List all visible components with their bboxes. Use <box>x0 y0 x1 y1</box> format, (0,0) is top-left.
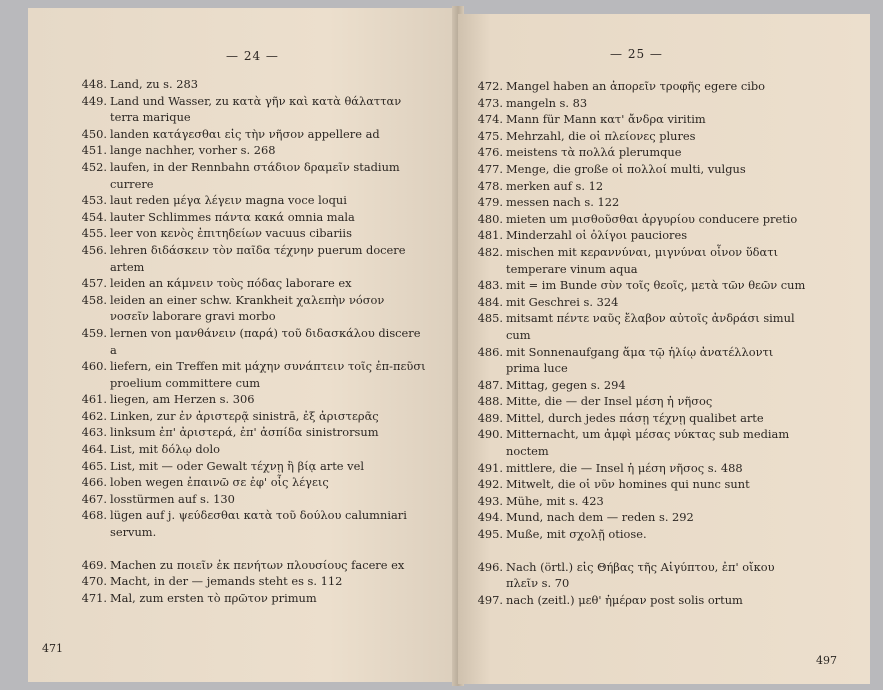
dictionary-entry <box>472 592 808 609</box>
entry-text: Mann für Mann κατ' ἄνδρα viritim <box>506 112 706 127</box>
entry-number: 482. <box>477 244 503 259</box>
dictionary-entry <box>76 573 426 590</box>
entry-text: leer von κενὸς ἐπιτηδείων vacuus cibariis <box>110 226 352 241</box>
entry-text: List, mit δόλῳ dolo <box>110 442 221 457</box>
dictionary-entry <box>76 458 426 475</box>
entry-number: 453. <box>81 193 107 208</box>
entry-text: mittlere, die — Insel ἡ μέση νῆσος s. 488 <box>506 460 743 475</box>
dictionary-entry <box>76 292 426 325</box>
dictionary-entry <box>76 242 426 275</box>
entry-text: liegen, am Herzen s. 306 <box>110 392 255 407</box>
dictionary-entry <box>76 358 426 391</box>
dictionary-entry <box>472 111 808 128</box>
entry-number: 459. <box>81 325 107 340</box>
entry-text: Nach (örtl.) εἰς Θήβας τῆς Αἰγύπτου, ἐπ' οἴκου πλεῖν s. 70 <box>506 559 775 591</box>
entry-text: lügen auf j. ψεύδεσθαι κατὰ τοῦ δούλου calumniari servum. <box>110 508 407 540</box>
entry-text: Mittag, gegen s. 294 <box>506 377 626 392</box>
entry-text: Mittel, durch jedes πάσῃ τέχνῃ qualibet arte <box>506 410 764 425</box>
entry-number: 478. <box>477 178 503 193</box>
entry-number: 469. <box>81 557 107 572</box>
entry-number: 462. <box>81 408 107 423</box>
right-page <box>458 14 870 684</box>
dictionary-entry <box>76 192 426 209</box>
dictionary-entry <box>472 128 808 145</box>
entry-text: mitsamt πέντε ναῦς ἔλαβον αὐτοῖς ἀνδράσι simul cum <box>506 311 795 342</box>
dictionary-entry <box>472 377 808 394</box>
dictionary-entry <box>76 424 426 441</box>
entry-number: 450. <box>81 126 107 141</box>
entry-text: mischen mit κεραννύναι, μιγνύναι οἶνον ὕδατι temperare vinum aqua <box>506 244 778 276</box>
entry-number: 481. <box>477 228 503 243</box>
page-number: — 24 — <box>226 49 279 63</box>
entry-number: 448. <box>81 77 107 91</box>
entry-number: 480. <box>477 211 503 226</box>
entry-text: Mangel haben an ἀπορεῖν τροφῆς egere cibo <box>506 79 766 93</box>
dictionary-entry <box>76 275 426 292</box>
dictionary-entry <box>76 474 426 491</box>
entry-list <box>472 78 808 608</box>
entry-number: 451. <box>81 143 107 158</box>
dictionary-entry <box>472 393 808 410</box>
dictionary-entry <box>76 225 426 242</box>
entry-number: 485. <box>477 311 503 326</box>
entry-text: lange nachher, vorher s. 268 <box>110 143 276 158</box>
dictionary-entry <box>76 93 426 126</box>
entry-list <box>76 76 426 606</box>
entry-number: 456. <box>81 242 107 257</box>
dictionary-entry <box>472 227 808 244</box>
dictionary-entry <box>472 460 808 477</box>
entry-number: 464. <box>81 442 107 457</box>
dictionary-entry <box>76 209 426 226</box>
dictionary-entry <box>76 391 426 408</box>
entry-text: Mund, nach dem — reden s. 292 <box>506 510 694 525</box>
footer-number: 497 <box>816 654 837 667</box>
entry-text: Land und Wasser, zu κατὰ γῆν καὶ κατὰ θάλατταν terra marique <box>110 93 402 125</box>
dictionary-entry <box>76 441 426 458</box>
dictionary-entry <box>76 159 426 192</box>
entry-number: 497. <box>477 592 503 607</box>
entry-text: landen κατάγεσθαι εἰς τὴν νῆσον appellere ad <box>110 126 380 141</box>
entry-number: 458. <box>81 292 107 307</box>
dictionary-entry <box>472 211 808 228</box>
entry-text: messen nach s. 122 <box>506 195 620 210</box>
entry-number: 475. <box>477 128 503 143</box>
entry-number: 471. <box>81 590 107 605</box>
dictionary-entry <box>472 95 808 112</box>
entry-text: mit Geschrei s. 324 <box>506 294 619 309</box>
dictionary-entry <box>76 557 426 574</box>
entry-number: 468. <box>81 508 107 523</box>
entry-number: 465. <box>81 458 107 473</box>
entry-number: 452. <box>81 159 107 174</box>
entry-number: 484. <box>477 294 503 309</box>
dictionary-entry <box>76 507 426 540</box>
entry-text: Muße, mit σχολῇ otiose. <box>506 527 647 542</box>
dictionary-entry <box>472 178 808 195</box>
entry-number: 495. <box>477 527 503 542</box>
entry-text: Linken, zur ἐν ἀριστερᾷ sinistrā, ἐξ ἀριστερᾶς <box>110 408 379 423</box>
footer-number: 471 <box>42 642 63 655</box>
dictionary-entry <box>472 410 808 427</box>
entry-number: 461. <box>81 392 107 407</box>
dictionary-entry <box>472 493 808 510</box>
entry-number: 490. <box>477 427 503 442</box>
entry-text: Menge, die große οἱ πολλοί multi, vulgus <box>506 161 746 176</box>
dictionary-entry <box>472 344 808 377</box>
entry-number: 493. <box>477 493 503 508</box>
entry-text: meistens τὰ πολλά plerumque <box>506 145 682 160</box>
entry-text: lauter Schlimmes πάντα κακά omnia mala <box>110 209 355 224</box>
dictionary-entry <box>472 426 808 459</box>
entry-number: 467. <box>81 491 107 506</box>
entry-text: nach (zeitl.) μεθ' ἡμέραν post solis ortum <box>506 592 743 607</box>
entry-text: lehren διδάσκειν τὸν παῖδα τέχνην puerum docere artem <box>110 242 406 274</box>
entry-number: 472. <box>477 79 503 93</box>
dictionary-entry <box>472 144 808 161</box>
entry-number: 474. <box>477 112 503 127</box>
entry-text: loben wegen ἐπαινῶ σε ἐφ' οἷς λέγεις <box>110 475 329 490</box>
entry-text: laufen, in der Rennbahn στάδιον δραμεῖν stadium currere <box>110 159 400 191</box>
entry-text: Mitte, die — der Insel μέση ἡ νῆσος <box>506 394 713 409</box>
entry-number: 449. <box>81 93 107 108</box>
entry-text: leiden an einer schw. Krankheit χαλεπὴν νόσον νοσεῖν laborare gravi morbo <box>110 292 385 324</box>
entry-text: Mitwelt, die οἱ νῦν homines qui nunc sunt <box>506 477 750 492</box>
entry-number: 494. <box>477 510 503 525</box>
left-page <box>28 8 458 682</box>
entry-text: merken auf s. 12 <box>506 178 604 193</box>
dictionary-entry <box>472 526 808 543</box>
entry-number: 491. <box>477 460 503 475</box>
entry-text: Mühe, mit s. 423 <box>506 493 604 508</box>
dictionary-entry <box>472 509 808 526</box>
entry-text: Mitternacht, um ἀμφὶ μέσας νύκτας sub mediam noctem <box>506 427 790 459</box>
entry-number: 454. <box>81 209 107 224</box>
entry-number: 487. <box>477 377 503 392</box>
entry-text: leiden an κάμνειν τοὺς πόδας laborare ex <box>110 276 352 291</box>
entry-text: liefern, ein Treffen mit μάχην συνάπτειν τοῖς ἐπ-πεῦσι proelium committere cum <box>110 359 426 390</box>
dictionary-entry <box>472 294 808 311</box>
dictionary-entry <box>76 325 426 358</box>
dictionary-entry <box>472 277 808 294</box>
entry-number: 477. <box>477 161 503 176</box>
entry-text: losstürmen auf s. 130 <box>110 491 235 506</box>
dictionary-entry <box>472 244 808 277</box>
entry-number: 463. <box>81 425 107 440</box>
entry-text: Macht, in der — jemands steht es s. 112 <box>110 574 343 589</box>
entry-number: 483. <box>477 278 503 293</box>
entry-number: 492. <box>477 477 503 492</box>
dictionary-entry <box>472 310 808 343</box>
entry-text: Mal, zum ersten τὸ πρῶτον primum <box>110 590 317 605</box>
entry-number: 470. <box>81 574 107 589</box>
entry-number: 489. <box>477 410 503 425</box>
dictionary-entry <box>76 491 426 508</box>
dictionary-entry <box>76 76 426 93</box>
entry-text: List, mit — oder Gewalt τέχνῃ ἢ βίᾳ arte vel <box>110 458 364 473</box>
dictionary-entry <box>76 126 426 143</box>
dictionary-entry <box>472 476 808 493</box>
entry-text: lernen von μανθάνειν (παρά) τοῦ διδασκάλου discere a <box>110 325 421 357</box>
entry-number: 460. <box>81 359 107 374</box>
dictionary-entry <box>472 559 808 592</box>
dictionary-entry <box>472 161 808 178</box>
entry-text: mit Sonnenaufgang ἅμα τῷ ἡλίῳ ἀνατέλλοντι prima luce <box>506 344 774 376</box>
entry-number: 496. <box>477 559 503 574</box>
entry-text: linksum ἐπ' ἀριστερά, ἐπ' ἀσπίδα sinistrorsum <box>110 425 379 440</box>
entry-text: Land, zu s. 283 <box>110 77 199 91</box>
entry-text: Minderzahl οἱ ὀλίγοι pauciores <box>506 228 688 243</box>
dictionary-entry <box>76 590 426 607</box>
entry-number: 473. <box>477 95 503 110</box>
entry-text: mangeln s. 83 <box>506 95 588 110</box>
dictionary-entry <box>76 408 426 425</box>
entry-number: 479. <box>477 195 503 210</box>
dictionary-entry <box>472 78 808 95</box>
entry-number: 455. <box>81 226 107 241</box>
page-number: — 25 — <box>610 47 663 61</box>
entry-number: 486. <box>477 344 503 359</box>
entry-number: 476. <box>477 145 503 160</box>
entry-text: laut reden μέγα λέγειν magna voce loqui <box>110 193 347 208</box>
dictionary-entry <box>472 194 808 211</box>
entry-number: 488. <box>477 394 503 409</box>
entry-text: mieten um μισθοῦσθαι ἀργυρίου conducere pretio <box>506 211 798 226</box>
entry-number: 457. <box>81 276 107 291</box>
entry-text: Machen zu ποιεῖν ἐκ πενήτων πλουσίους facere ex <box>110 557 405 572</box>
dictionary-entry <box>76 142 426 159</box>
entry-text: mit = im Bunde σὺν τοῖς θεοῖς, μετὰ τῶν θεῶν cum <box>506 278 806 293</box>
entry-number: 466. <box>81 475 107 490</box>
entry-text: Mehrzahl, die οἱ πλείονες plures <box>506 128 696 143</box>
